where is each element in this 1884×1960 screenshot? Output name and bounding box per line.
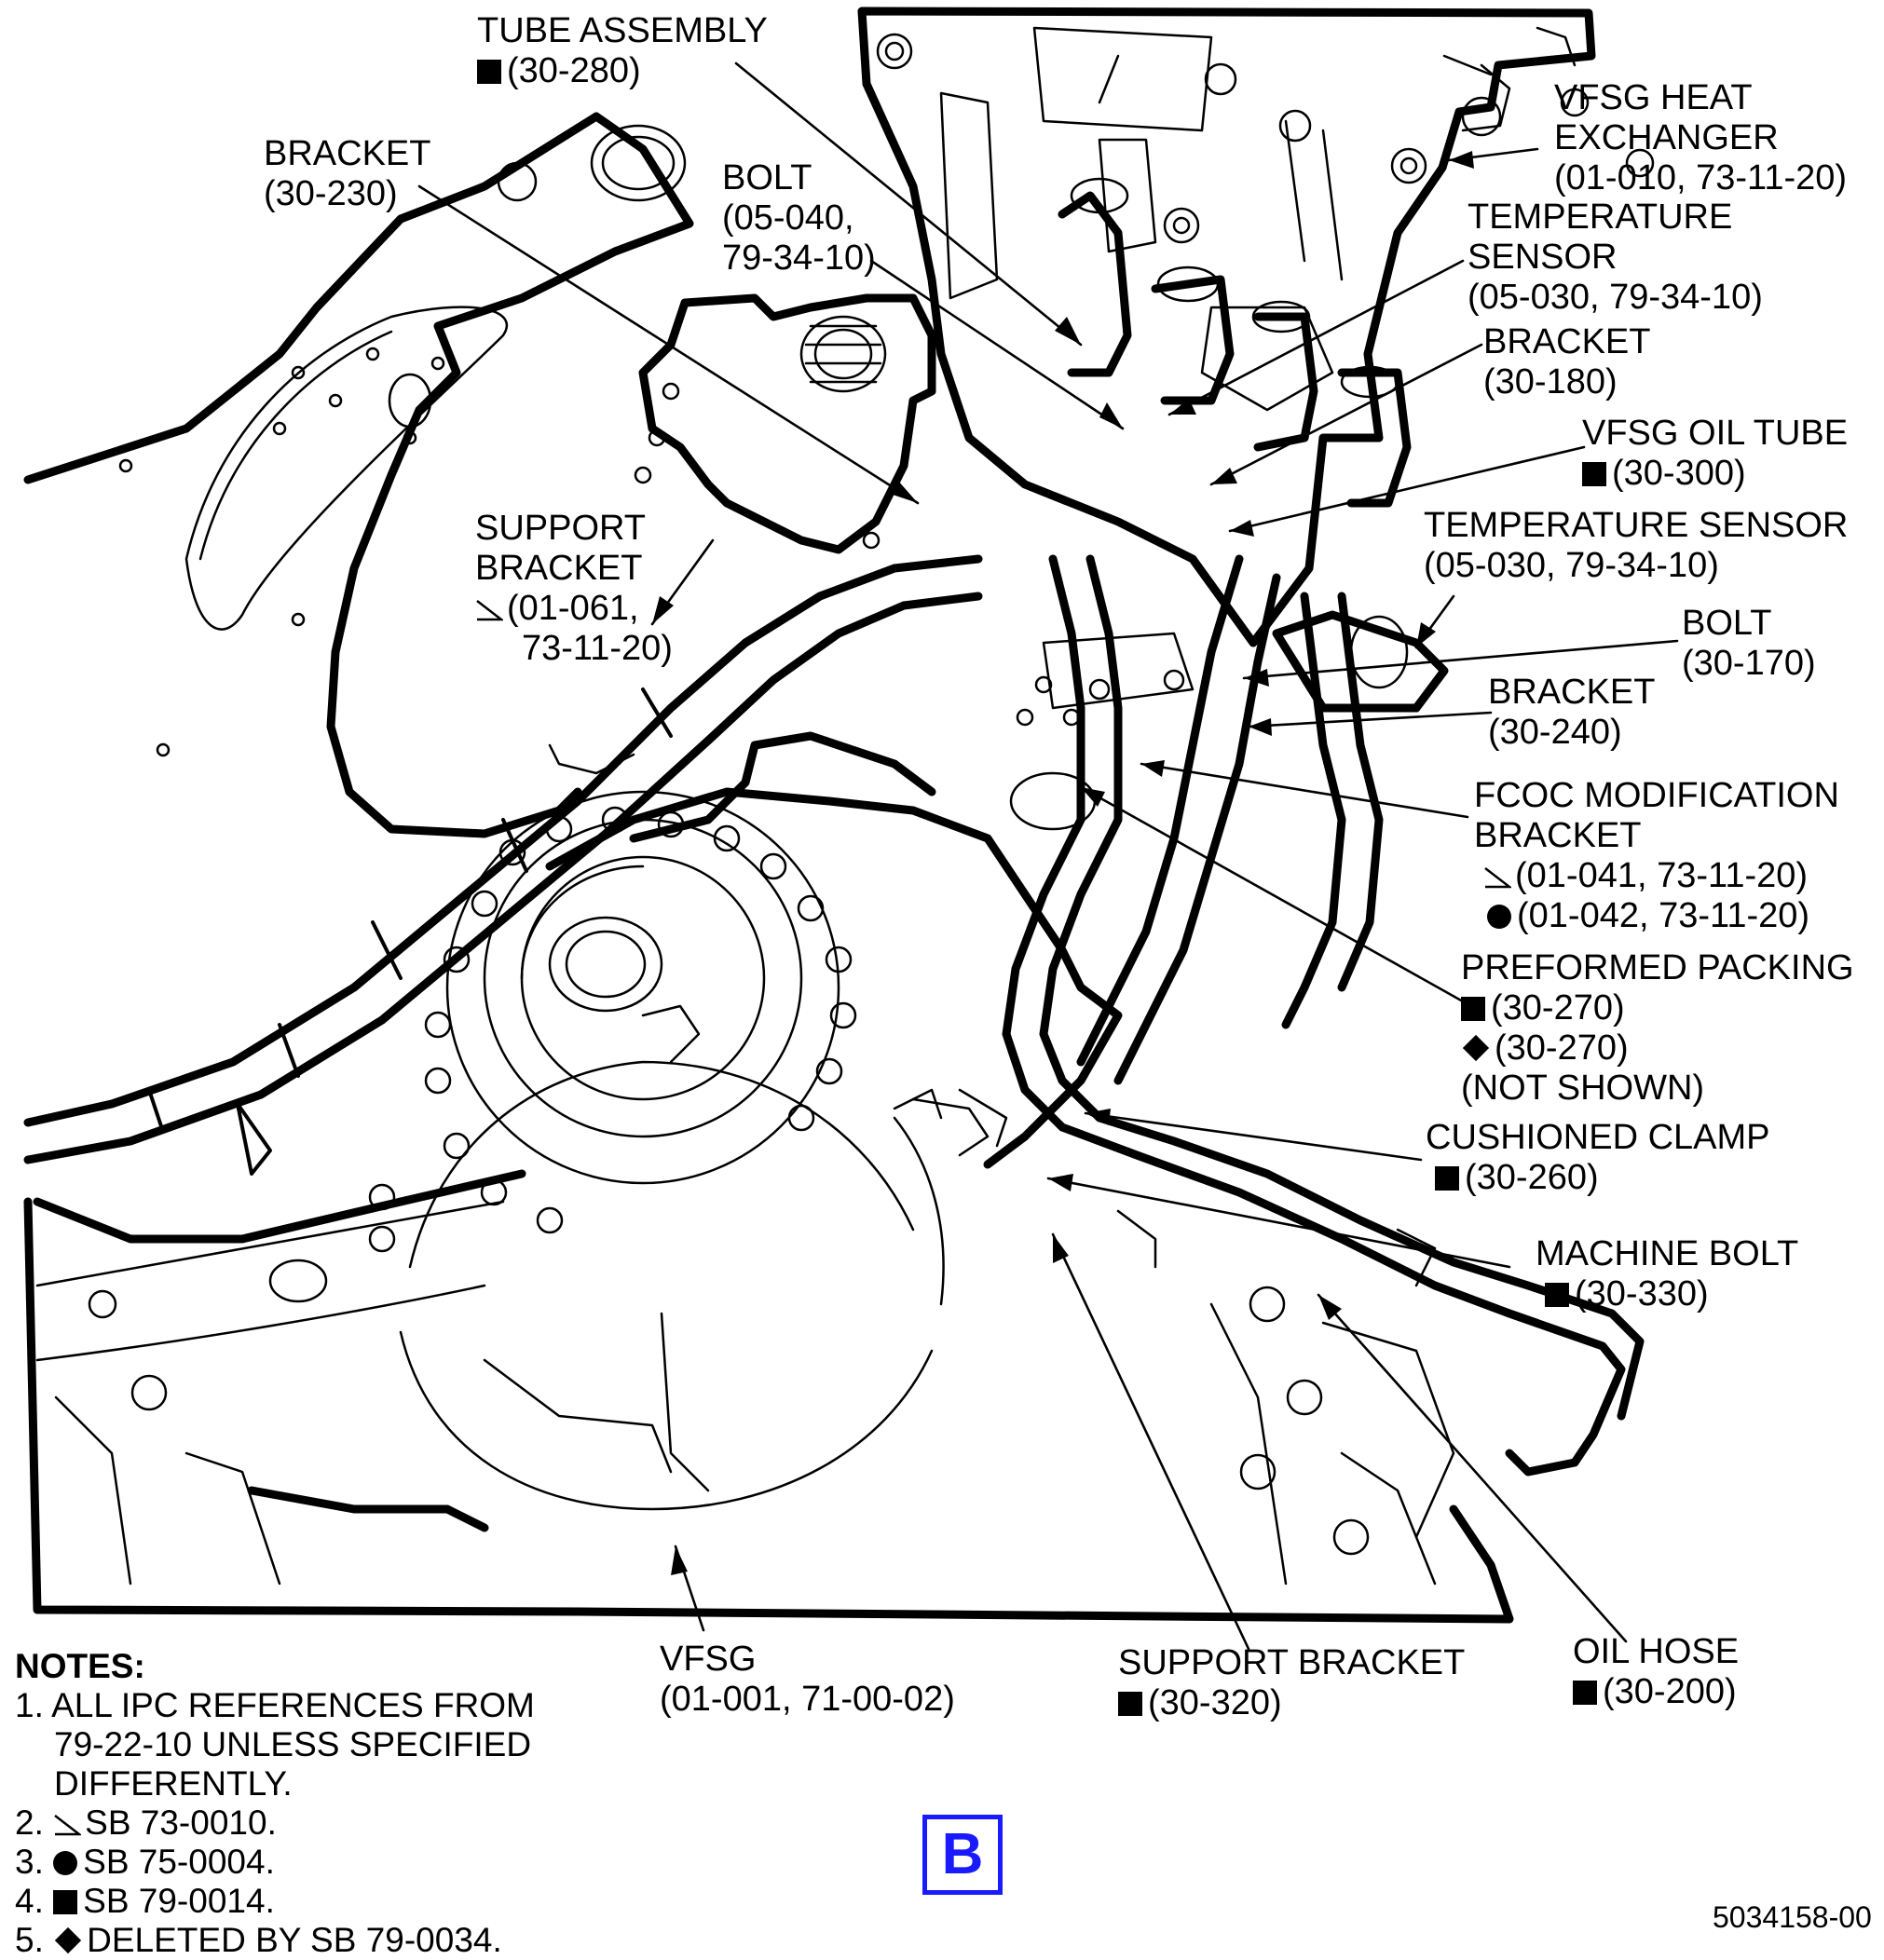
diamond-symbol bbox=[1463, 1035, 1489, 1061]
callout-bracket-230 bbox=[264, 134, 430, 214]
bracket-230-outline bbox=[643, 298, 932, 550]
temp-sensor-mid-label: TEMPERATURE SENSOR bbox=[1424, 506, 1849, 545]
vfsg-ref: (01-001, 71-00-02) bbox=[660, 1680, 955, 1719]
bracket-180-label: BRACKET bbox=[1483, 322, 1651, 361]
machine-bolt-ref: (30-330) bbox=[1575, 1274, 1709, 1313]
notes-title: NOTES: bbox=[15, 1647, 145, 1685]
tube-assembly-label: TUBE ASSEMBLY bbox=[477, 11, 768, 50]
vfsg-outline bbox=[550, 792, 1118, 1164]
support-bracket-061-ref2: 73-11-20) bbox=[522, 629, 673, 668]
bracket-240-ref: (30-240) bbox=[1488, 713, 1622, 752]
square-symbol bbox=[1435, 1166, 1459, 1191]
vfsg-label: VFSG bbox=[660, 1640, 757, 1679]
fitting-left bbox=[1062, 196, 1127, 373]
fcoc-bracket-label-2: BRACKET bbox=[1474, 816, 1642, 855]
notes-block bbox=[15, 1647, 535, 1960]
temp-sensor-top-label-2: SENSOR bbox=[1468, 238, 1618, 277]
callout-bolt-170 bbox=[1682, 604, 1816, 684]
note-1-line-3: DIFFERENTLY. bbox=[54, 1764, 293, 1803]
machine-bolt-label: MACHINE BOLT bbox=[1536, 1234, 1799, 1273]
callout-temperature-sensor-top bbox=[1468, 197, 1763, 318]
vfsg-oil-tube-label: VFSG OIL TUBE bbox=[1582, 414, 1849, 453]
figure-number: 5034158-00 bbox=[1713, 1900, 1872, 1934]
right-frame bbox=[578, 1509, 1509, 1619]
note-1-line-2: 79-22-10 UNLESS SPECIFIED bbox=[54, 1725, 532, 1763]
lower-frame bbox=[28, 1202, 578, 1612]
square-symbol bbox=[1461, 997, 1485, 1021]
cushioned-clamp-label: CUSHIONED CLAMP bbox=[1426, 1118, 1770, 1157]
callout-bolt-040 bbox=[722, 158, 876, 279]
preformed-packing-note: (NOT SHOWN) bbox=[1461, 1068, 1705, 1108]
note-4: 4. SB 79-0014. bbox=[15, 1882, 275, 1920]
callout-oil-hose bbox=[1573, 1632, 1739, 1712]
support-bracket-061-label-2: BRACKET bbox=[475, 549, 643, 588]
support-bracket-061-ref1: (01-061, bbox=[507, 589, 639, 628]
triangle-symbol bbox=[53, 1812, 81, 1836]
temp-sensor-top-ref: (05-030, 79-34-10) bbox=[1468, 278, 1763, 317]
callout-tube-assembly bbox=[477, 11, 768, 91]
callout-machine-bolt bbox=[1536, 1234, 1798, 1314]
cushioned-clamp-ref: (30-260) bbox=[1465, 1158, 1599, 1197]
callout-fcoc-bracket bbox=[1474, 776, 1839, 936]
fcoc-bracket-ref2: (01-042, 73-11-20) bbox=[1517, 896, 1810, 935]
oil-hose-ref: (30-200) bbox=[1603, 1672, 1737, 1711]
preformed-packing-ref1: (30-270) bbox=[1491, 988, 1625, 1028]
oil-hose-label: OIL HOSE bbox=[1573, 1632, 1740, 1671]
heat-exchanger-label-2: EXCHANGER bbox=[1554, 118, 1779, 157]
vfsg-oil-tube-ref: (30-300) bbox=[1612, 454, 1746, 493]
bolt-040-label: BOLT bbox=[722, 158, 812, 197]
bolt-040-ref1: (05-040, bbox=[722, 198, 854, 238]
callout-preformed-packing bbox=[1461, 948, 1854, 1109]
callout-vfsg-oil-tube bbox=[1582, 414, 1848, 494]
bracket-180-ref: (30-180) bbox=[1483, 362, 1618, 402]
bolt-170-label: BOLT bbox=[1682, 604, 1772, 643]
bolt-170-ref: (30-170) bbox=[1682, 644, 1816, 683]
callout-bracket-240 bbox=[1488, 673, 1655, 753]
bracket-230-ref: (30-230) bbox=[264, 174, 398, 213]
square-symbol bbox=[1582, 462, 1606, 486]
callout-temperature-sensor-mid bbox=[1424, 506, 1848, 586]
note-5: 5. DELETED BY SB 79-0034. bbox=[15, 1921, 502, 1959]
callout-cushioned-clamp bbox=[1426, 1118, 1770, 1198]
triangle-symbol bbox=[475, 597, 503, 621]
dot-symbol bbox=[53, 1851, 77, 1875]
preformed-packing-ref2: (30-270) bbox=[1495, 1028, 1629, 1068]
callout-vfsg bbox=[660, 1640, 955, 1720]
preformed-packing-label: PREFORMED PACKING bbox=[1461, 948, 1854, 987]
view-label-box: B bbox=[922, 1815, 1003, 1895]
square-symbol bbox=[1545, 1283, 1569, 1307]
support-bracket-320-ref: (30-320) bbox=[1148, 1683, 1282, 1722]
note-1-line-1: 1. ALL IPC REFERENCES FROM bbox=[15, 1686, 535, 1724]
fcoc-bracket-ref1: (01-041, 73-11-20) bbox=[1515, 856, 1809, 895]
diamond-symbol bbox=[55, 1927, 81, 1953]
support-bracket-320-label: SUPPORT BRACKET bbox=[1118, 1643, 1466, 1682]
note-3: 3. SB 75-0004. bbox=[15, 1843, 275, 1881]
callout-support-bracket-061 bbox=[475, 509, 673, 669]
heat-exchanger-label-1: VFSG HEAT bbox=[1554, 78, 1753, 117]
triangle-symbol bbox=[1483, 864, 1511, 889]
bracket-230-label: BRACKET bbox=[264, 134, 431, 173]
callout-support-bracket-320 bbox=[1118, 1643, 1465, 1723]
square-symbol bbox=[1118, 1692, 1142, 1716]
square-symbol bbox=[477, 60, 501, 84]
heat-exchanger-ref: (01-010, 73-11-20) bbox=[1554, 158, 1848, 197]
tube-assembly-ref: (30-280) bbox=[507, 51, 641, 90]
dot-symbol bbox=[1487, 905, 1511, 929]
support-bracket-061-label-1: SUPPORT bbox=[475, 509, 647, 548]
square-symbol bbox=[53, 1890, 77, 1914]
square-symbol bbox=[1573, 1681, 1597, 1705]
note-2: 2. SB 73-0010. bbox=[15, 1803, 277, 1842]
callout-vfsg-heat-exchanger bbox=[1554, 78, 1847, 198]
bolt-040-ref2: 79-34-10) bbox=[722, 238, 876, 278]
fcoc-bracket-label-1: FCOC MODIFICATION bbox=[1474, 776, 1839, 815]
temp-sensor-mid-ref: (05-030, 79-34-10) bbox=[1424, 546, 1719, 585]
temp-sensor-top-label-1: TEMPERATURE bbox=[1468, 197, 1733, 237]
bracket-240-label: BRACKET bbox=[1488, 673, 1656, 712]
callout-bracket-180 bbox=[1483, 322, 1650, 402]
